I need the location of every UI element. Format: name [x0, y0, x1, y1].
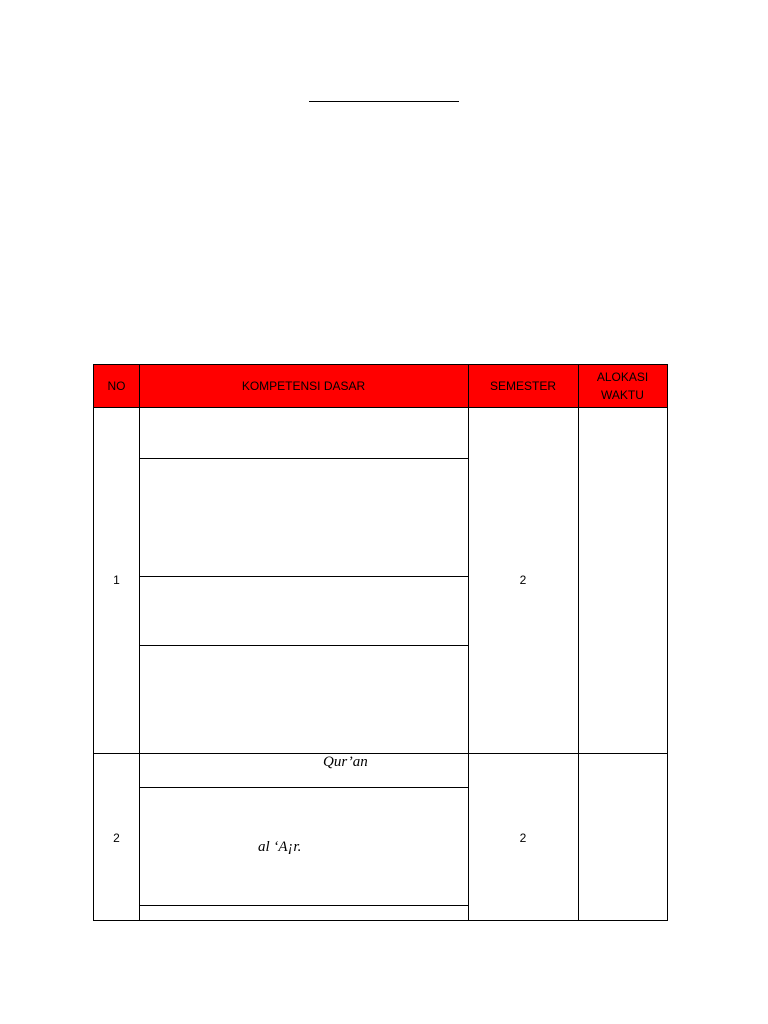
header-alokasi-waktu [578, 365, 667, 407]
row2-kd-divider-1 [139, 787, 468, 788]
row1-kd-divider-1 [139, 458, 468, 459]
row-divider [94, 753, 667, 754]
header-divider [94, 407, 667, 408]
kompetensi-table [93, 364, 668, 921]
header-no-label: NO [107, 379, 126, 393]
header-waktu-label: WAKTU [601, 388, 644, 402]
row1-semester: 2 [519, 573, 527, 587]
col-divider-3 [578, 365, 579, 920]
row1-kd-divider-3 [139, 645, 468, 646]
header-alokasi-label: ALOKASI [596, 370, 649, 384]
header-semester-label: SEMESTER [489, 379, 556, 393]
row1-kd-divider-2 [139, 576, 468, 577]
row2-semester: 2 [519, 831, 527, 845]
row1-no: 1 [113, 573, 120, 587]
title-underline [309, 101, 459, 102]
header-no [94, 365, 139, 407]
col-divider-1 [139, 365, 140, 920]
header-kompetensi [139, 365, 468, 407]
row2-kd-divider-2 [139, 905, 468, 906]
row2-kd-fragment-alasr: al ‘A¡r. [258, 839, 302, 855]
header-semester [468, 365, 578, 407]
row2-no: 2 [113, 831, 120, 845]
row2-kd-fragment-quran: Qur’an [323, 754, 368, 770]
header-kompetensi-label: KOMPETENSI DASAR [241, 379, 366, 393]
